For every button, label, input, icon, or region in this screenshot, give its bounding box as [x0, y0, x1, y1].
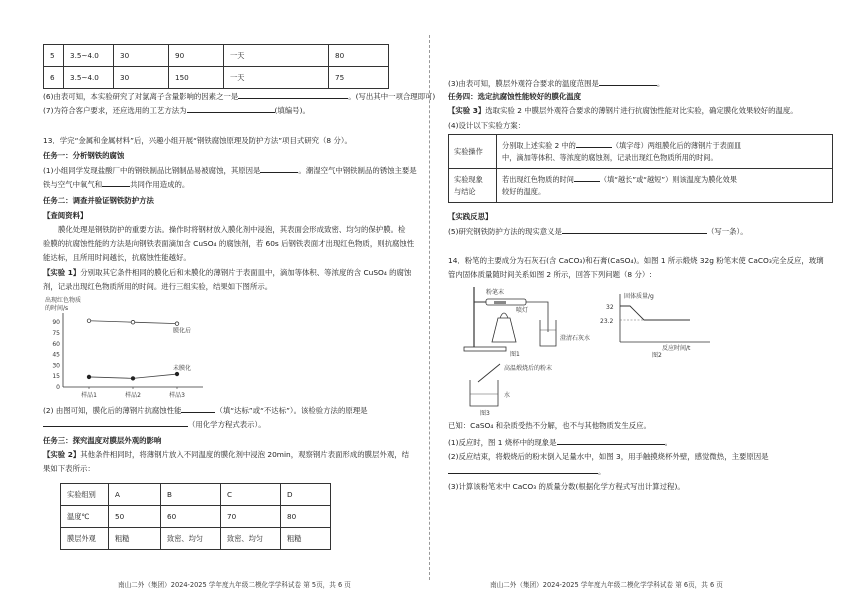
plan-row1-label: 实验操作 [449, 135, 497, 169]
figure-3-beaker [460, 360, 620, 416]
table-cell: B [161, 484, 221, 506]
table-row [61, 506, 331, 528]
plan-row2-text-a: 若出现红色物质的时间 [502, 174, 574, 184]
experiment-2-tag: 【实验 2】 [43, 450, 81, 459]
chart-x-tick: 样品2 [125, 392, 141, 399]
burner [492, 318, 516, 342]
fig2-xlabel: 反应时间/t [662, 345, 691, 352]
chart-y-tick: 15 [52, 373, 60, 381]
chart-ylabel-line1: 出现红色物质 [45, 297, 82, 304]
question-7-text: (7)为符合客户要求，还应选用的工艺方法为 [43, 106, 187, 115]
flame [500, 313, 508, 318]
sub-question-2-line2 [448, 466, 605, 477]
chart-y-tick: 45 [52, 351, 60, 359]
plan-table [448, 134, 833, 203]
task-1-q1-text-d: 共同作用造成的。 [130, 180, 190, 189]
task-1-title: 任务一：分析钢铁的腐蚀 [43, 151, 125, 160]
table-cell: 一天 [224, 45, 329, 67]
table-cell: 膜层外观 [61, 528, 109, 550]
experiment-2-line1 [43, 450, 409, 460]
corrosion-time-chart [43, 295, 233, 405]
chart-x-tick: 样品1 [81, 392, 97, 399]
task-1-q1-text-a: (1)小组同学发现盐酸厂中的钢铁制品比钢制品易被腐蚀，其原因是 [43, 166, 261, 175]
plan-row1-text-c: 中，滴加等体积、等浓度的腐蚀剂，记录出现红色物质所用的时间。 [502, 152, 718, 162]
fig3-label-water: 水 [504, 392, 511, 399]
task-4-title: 任务四：选定抗腐蚀性能较好的膜化温度 [448, 92, 582, 101]
chart-x-ticks [81, 387, 185, 399]
table-cell: 实验组别 [61, 484, 109, 506]
task-1-q1-text-b: 。潮湿空气中钢铁制品的锈蚀主要是 [298, 166, 417, 175]
answer-blank-plan-2[interactable] [574, 174, 600, 182]
chart-x-tick: 样品3 [169, 392, 185, 399]
table-cell: 粗糙 [281, 528, 331, 550]
chart-y-tick: 75 [52, 330, 60, 337]
footer-page-5: 南山二外（集团）2024-2025 学年度九年级二模化学学科试卷 第 5页，共 6 页 [118, 581, 351, 589]
delivery-tube [526, 302, 548, 332]
question-5-tail: （写一条）。 [706, 227, 748, 236]
sub-question-3: (3)计算该粉笔末中 CaCO₃ 的质量分数(根据化学方程式写出计算过程)。 [448, 482, 685, 491]
right-page [430, 0, 860, 608]
answer-blank-7[interactable] [187, 105, 275, 113]
fig1-caption: 图1 [510, 351, 520, 357]
chart-y-tick: 90 [52, 319, 60, 327]
chart-point [131, 377, 135, 381]
table-cell: 致密、均匀 [221, 528, 281, 550]
answer-blank-q2-2[interactable] [43, 419, 188, 427]
table-cell: 一天 [224, 67, 329, 89]
plan-row2-label-a: 实验现象 [454, 174, 483, 184]
question-4: (4)设计以下实验方案： [448, 121, 525, 130]
table-row [61, 528, 331, 550]
fig2-y-value-2: 23.2 [600, 318, 614, 325]
table-cell: D [281, 484, 331, 506]
reference-title: 【查阅资料】 [43, 211, 88, 220]
fig2-ylabel: 固体质量/g [624, 293, 654, 300]
reference-line-2: 验膜的抗腐蚀性能的方法是向钢铁表面滴加含 CuSO₄ 的腐蚀剂，若 60s 后钢铁表面才出现红色物质，则抗腐蚀性 [43, 239, 415, 248]
answer-blank-r1[interactable] [557, 437, 665, 445]
answer-blank-q3[interactable] [599, 78, 657, 86]
plan-row2-label-b: 与结论 [454, 186, 476, 196]
table-cell: 70 [221, 506, 281, 528]
question-13-intro: 13．学完“金属和金属材料”后，兴趣小组开展“钢铁腐蚀原理及防护方法”项目式研究（8 分）。 [43, 136, 352, 145]
sub-question-1-text: (1)反应时，图 1 烧杯中的现象是 [448, 438, 557, 447]
question-7-tail: (填编号)。 [274, 106, 310, 115]
reflection-title: 【实践反思】 [448, 212, 493, 221]
question-7 [43, 105, 310, 116]
table-cell: 75 [329, 67, 389, 89]
question-6-tail: 。(写出其中一项合理即可) [348, 92, 436, 101]
stand-base [464, 347, 506, 351]
plan-row1-text-b: （填字母）两组膜化后的薄钢片于表面皿 [611, 140, 742, 150]
table-cell: 80 [329, 45, 389, 67]
experiment-2-text-1: 其他条件相同时，将薄钢片放入不同温度的膜化剂中浸泡 20min，观察钢片表面形成的膜层外观，结 [80, 450, 409, 459]
fig1-label-lamp: 喷灯 [516, 307, 529, 314]
question-2-line2 [43, 419, 266, 430]
chart-y-ticks [52, 319, 60, 391]
chart-series-label: 未膜化 [173, 365, 192, 373]
fig2-caption: 图2 [652, 352, 662, 358]
chart-series [87, 319, 191, 380]
temperature-table [60, 483, 331, 550]
question-2-text-c: （用化学方程式表示）。 [188, 420, 266, 429]
chart-point [175, 322, 179, 326]
figure-2-mass-graph [600, 290, 720, 358]
experiment-1-tag: 【实验 1】 [43, 268, 81, 277]
reference-line-3: 能达标，且所用时间越长，抗腐蚀性能越好。 [43, 253, 191, 262]
experiment-1-text-1: 分别取其它条件相同的膜化后和未膜化的薄钢片于表面皿中，滴加等体积、等浓度的含 CuSO₄ 的腐蚀 [80, 268, 412, 277]
answer-blank-plan-1[interactable] [576, 140, 612, 148]
answer-blank-q5[interactable] [562, 226, 707, 234]
plan-row2-text-b: （填“越长”或“越短”）则该温度为膜化效果 [599, 174, 737, 184]
question-6-text: (6)由表可知，本实验研究了对氯离子含量影响的因素之一是 [43, 92, 239, 101]
results-table-continued [43, 44, 389, 89]
chart-point [87, 319, 91, 323]
table-cell: 6 [44, 67, 64, 89]
spoon [478, 364, 500, 382]
question-5-text: (5)研究钢铁防护方法的现实意义是 [448, 227, 562, 236]
plan-row2-text-c: 较好的温度。 [502, 186, 546, 196]
table-cell: 3.5~4.0 [64, 45, 114, 67]
chart-point [175, 372, 179, 376]
plan-row2-content [497, 169, 833, 203]
chart-y-tick: 0 [56, 384, 60, 391]
answer-blank-t1-1[interactable] [260, 165, 298, 173]
table-row [61, 484, 331, 506]
chart-ylabel-line2: 的时间/s [45, 305, 69, 312]
fig1-label-limewater: 澄清石灰水 [560, 335, 590, 342]
sub-question-2-tail: 。 [598, 467, 606, 476]
question-3 [448, 78, 664, 89]
sub-question-1 [448, 437, 672, 448]
question-2-text-a: (2) 由图可知，膜化后的薄钢片抗腐蚀性能 [43, 406, 182, 415]
question-14-line1: 14．粉笔的主要成分为石灰石(含 CaCO₃)和石膏(CaSO₄)。如图 1 所示煅烧 32g 粉笔末使 CaCO₃完全反应，玻璃 [448, 256, 824, 265]
table-cell: 3.5~4.0 [64, 67, 114, 89]
answer-blank-t1-2[interactable] [102, 179, 130, 187]
table-row [44, 67, 389, 89]
fig2-y-value-1: 32 [606, 304, 614, 311]
fig1-label-powder: 粉笔末 [486, 289, 505, 296]
task-1-q1-text-c: 铁与空气中氧气和 [43, 180, 103, 189]
figure-1-apparatus [460, 282, 590, 357]
reference-line-1: 膜化处理是钢铁防护的重要方法。操作时将钢材放入膜化剂中浸泡，其表面会形成致密、均匀的保护膜。检 [58, 225, 406, 234]
question-2 [43, 405, 368, 416]
table-cell: 30 [114, 67, 169, 89]
table-row [44, 45, 389, 67]
answer-blank-q2-1[interactable] [181, 405, 215, 413]
table-cell: 90 [169, 45, 224, 67]
table-cell: 致密、均匀 [161, 528, 221, 550]
table-cell: 粗糙 [109, 528, 161, 550]
task-3-title: 任务三：探究温度对膜层外观的影响 [43, 436, 162, 445]
experiment-3-text: 选取实验 2 中膜层外观符合要求的薄钢片进行抗腐蚀性能对比实验，确定膜化效果较好的温度。 [485, 106, 798, 115]
experiment-3 [448, 106, 798, 116]
sub-question-1-tail: 。 [664, 438, 672, 447]
table-cell: 150 [169, 67, 224, 89]
task-1-q1-line2 [43, 179, 189, 190]
experiment-1-line2: 剂，记录出现红色物质所用的时间。进行三组实验，结果如下图所示。 [43, 282, 273, 291]
table-cell: 50 [109, 506, 161, 528]
plan-row2-label [449, 169, 497, 203]
chart-y-tick: 30 [52, 362, 60, 370]
chart-point [131, 320, 135, 324]
table-cell: 温度℃ [61, 506, 109, 528]
table-cell: 80 [281, 506, 331, 528]
experiment-2-line2: 果如下表所示： [43, 464, 95, 473]
question-6 [43, 91, 435, 102]
beaker [470, 380, 498, 406]
powder-sample [494, 301, 506, 304]
question-3-tail: 。 [656, 79, 665, 88]
answer-blank-6[interactable] [238, 91, 348, 99]
chart-point [87, 375, 91, 379]
plan-row1-text-a: 分别取上述实验 2 中的 [502, 140, 576, 150]
table-cell: C [221, 484, 281, 506]
plan-row1-content [497, 135, 833, 169]
task-2-title: 任务二：调查并验证钢铁防护方法 [43, 196, 154, 205]
table-cell: 30 [114, 45, 169, 67]
chart-y-tick: 60 [52, 340, 60, 348]
question-14-line2: 管内固体质量随时间关系如图 2 所示，回答下列问题（8 分）: [448, 270, 652, 279]
experiment-3-tag: 【实验 3】 [448, 106, 486, 115]
question-5 [448, 226, 748, 237]
table-cell: A [109, 484, 161, 506]
question-2-text-b: （填“达标”或“不达标”）。该检验方法的原理是 [215, 406, 368, 415]
fig2-mass-line [620, 306, 690, 320]
task-1-q1-line1 [43, 165, 417, 176]
chart-ylabel [45, 296, 81, 312]
chart-series-label: 膜化后 [173, 327, 192, 335]
table-cell: 60 [161, 506, 221, 528]
experiment-1-line1 [43, 268, 411, 278]
question-3-text: (3)由表可知，膜层外观符合要求的温度范围是 [448, 79, 599, 88]
fig3-caption: 图3 [480, 410, 490, 416]
footer-page-6: 南山二外（集团）2024-2025 学年度九年级二模化学学科试卷 第 6页，共 6 页 [490, 581, 723, 589]
table-cell: 5 [44, 45, 64, 67]
fig3-label-powder: 高温煅烧后的粉末 [504, 365, 553, 372]
sub-question-2: (2)反应结束，将煅烧后的粉末倒入足量水中，如图 3，用手触摸烧杯外壁，感觉微热，主要原因是 [448, 452, 769, 461]
answer-blank-r2[interactable] [448, 466, 598, 474]
known-condition: 已知：CaSO₄ 和杂质受热不分解，也不与其他物质发生反应。 [448, 421, 651, 430]
